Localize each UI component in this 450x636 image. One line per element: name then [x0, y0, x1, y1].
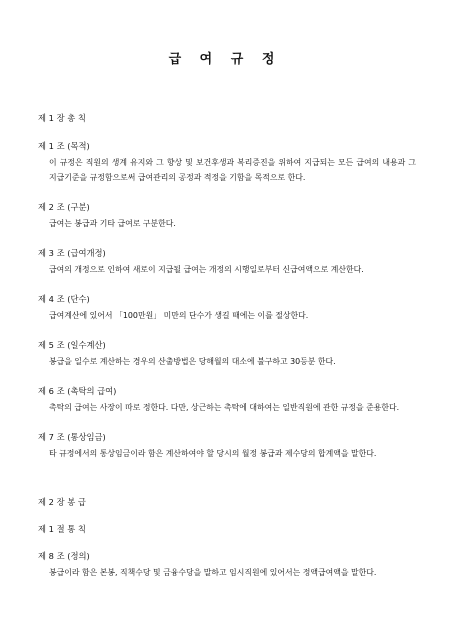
article-body: 급여계산에 있어서 「100만원」 미만의 단수가 생길 때에는 이를 절상한다. — [49, 311, 309, 320]
article-6 — [38, 386, 416, 415]
article-title: 제 7 조 (통상임금) — [38, 432, 106, 442]
chapter-heading-1: 제 1 장 총 칙 — [38, 113, 86, 123]
article-body: 봉급이라 함은 본봉, 직책수당 및 금융수당을 말하고 임시직원에 있어서는 정액급여액을 말한다. — [49, 568, 377, 577]
article-body: 이 규정은 직원의 생계 유지와 그 향상 및 보건후생과 복리증진을 위하여 지급되는 모든 급여의 내용과 그 지급기준을 규정함으로써 급여관리의 공정과 적정을 기함을 목적으로 한다. — [49, 158, 416, 182]
article-title: 제 3 조 (급여개정) — [38, 248, 106, 258]
article-1 — [38, 141, 416, 185]
article-4 — [38, 294, 416, 323]
article-title: 제 6 조 (촉탁의 급여) — [38, 386, 117, 396]
article-5 — [38, 340, 416, 369]
document-content — [38, 113, 416, 580]
document-title: 급 여 규 정 — [168, 52, 282, 67]
article-7 — [38, 432, 416, 461]
article-title: 제 2 조 (구분) — [38, 202, 90, 212]
article-3 — [38, 248, 416, 277]
article-body: 촉탁의 급여는 사장이 따로 정한다. 다만, 상근하는 촉탁에 대하여는 일반직원에 관한 규정을 준용한다. — [49, 403, 400, 412]
article-title: 제 5 조 (일수계산) — [38, 340, 106, 350]
article-title: 제 8 조 (정의) — [38, 551, 90, 561]
section-heading-1: 제 1 절 통 칙 — [38, 524, 86, 534]
article-body: 급여는 봉급과 기타 급여로 구분한다. — [49, 219, 176, 228]
article-title: 제 1 조 (목적) — [38, 141, 90, 151]
chapter-heading-2: 제 2 장 봉 급 — [38, 497, 86, 507]
article-body: 봉급을 일수로 계산하는 경우의 산출방법은 당해월의 대소에 불구하고 30등분 한다. — [49, 357, 336, 366]
article-8 — [38, 551, 416, 580]
article-body: 타 규정에서의 통상임금이라 함은 계산하여야 할 당시의 월정 봉급과 제수당의 합계액을 말한다. — [49, 449, 377, 458]
article-title: 제 4 조 (단수) — [38, 294, 90, 304]
article-2 — [38, 202, 416, 231]
article-body: 급여의 개정으로 인하여 새로이 지급될 급여는 개정의 시행일로부터 신급여액으로 계산한다. — [49, 265, 364, 274]
